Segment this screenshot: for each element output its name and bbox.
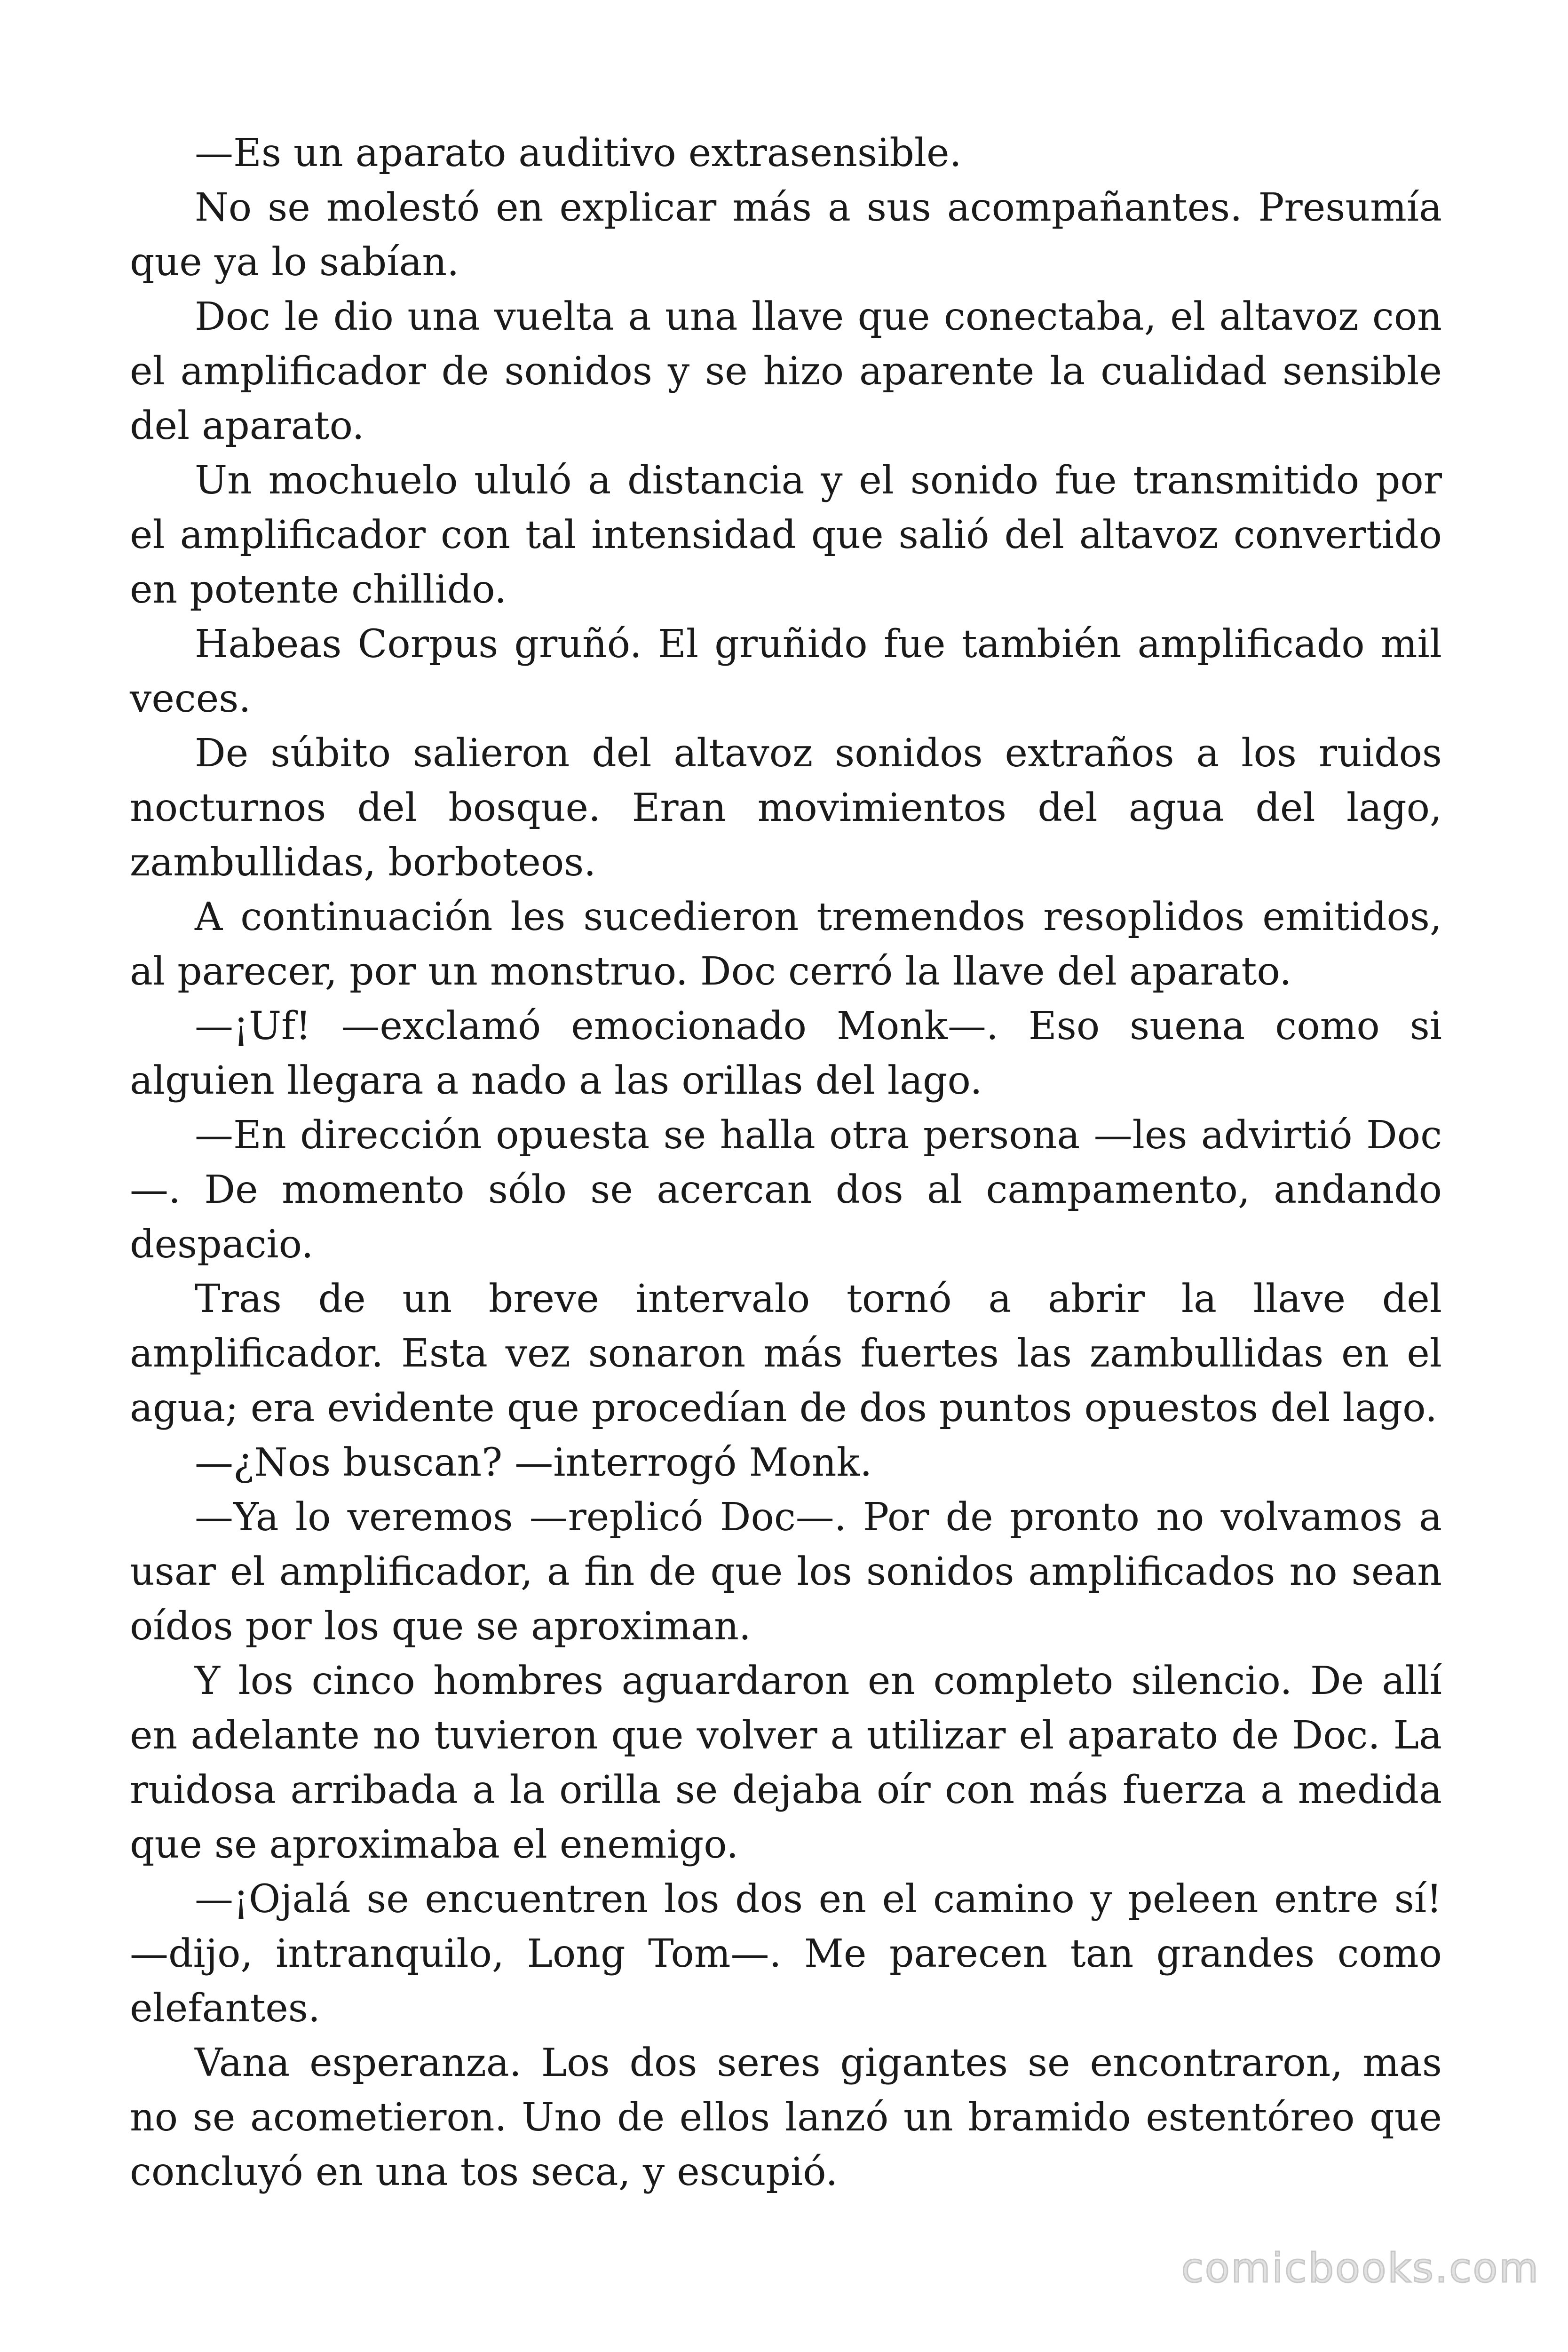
paragraph: Habeas Corpus gruñó. El gruñido fue también amplificado mil veces.	[130, 622, 1442, 721]
paragraph: —Ya lo veremos —replicó Doc—. Por de pronto no volvamos a usar el amplificador, a fin de que los sonidos amplificados no sean oídos por los que se aproximan.	[130, 1495, 1442, 1649]
paragraph: —Es un aparato auditivo extrasensible.	[195, 131, 962, 175]
paragraph: No se molestó en explicar más a sus acompañantes. Presumía que ya lo sabían.	[130, 185, 1442, 285]
watermark: comicbooks.com	[1181, 2245, 1540, 2292]
paragraph: Vana esperanza. Los dos seres gigantes se encontraron, mas no se acometieron. Uno de ellos lanzó un bramido estentóreo que concluyó en una tos seca, y escupió.	[130, 2041, 1442, 2194]
paragraph: Un mochuelo ululó a distancia y el sonido fue transmitido por el amplificador con tal intensidad que salió del altavoz convertido en potente chillido.	[130, 458, 1442, 612]
paragraph: Doc le dio una vuelta a una llave que conectaba, el altavoz con el amplificador de sonidos y se hizo aparente la cualidad sensible del aparato.	[130, 294, 1442, 448]
page-body	[130, 126, 1442, 2200]
paragraph: Y los cinco hombres aguardaron en completo silencio. De allí en adelante no tuvieron que volver a utilizar el aparato de Doc. La ruidosa arribada a la orilla se dejaba oír con más fuerza a medida que se aproximaba el enemigo.	[130, 1659, 1442, 1867]
paragraph: A continuación les sucedieron tremendos resoplidos emitidos, al parecer, por un monstruo. Doc cerró la llave del aparato.	[130, 895, 1442, 994]
paragraph: Tras de un breve intervalo tornó a abrir la llave del amplificador. Esta vez sonaron más fuertes las zambullidas en el agua; era evidente que procedían de dos puntos opuestos del lago.	[130, 1277, 1442, 1430]
paragraph: —¡Uf! —exclamó emocionado Monk—. Eso suena como si alguien llegara a nado a las orillas del lago.	[130, 1004, 1442, 1103]
paragraph: —¡Ojalá se encuentren los dos en el camino y peleen entre sí! —dijo, intranquilo, Long Tom—. Me parecen tan grandes como elefantes.	[130, 1877, 1442, 2031]
paragraph: —¿Nos buscan? —interrogó Monk.	[195, 1440, 872, 1485]
paragraph: De súbito salieron del altavoz sonidos extraños a los ruidos nocturnos del bosque. Eran movimientos del agua del lago, zambullidas, borboteos.	[130, 731, 1442, 885]
paragraph: —En dirección opuesta se halla otra persona —les advirtió Doc —. De momento sólo se acercan dos al campamento, andando despacio.	[130, 1113, 1442, 1267]
